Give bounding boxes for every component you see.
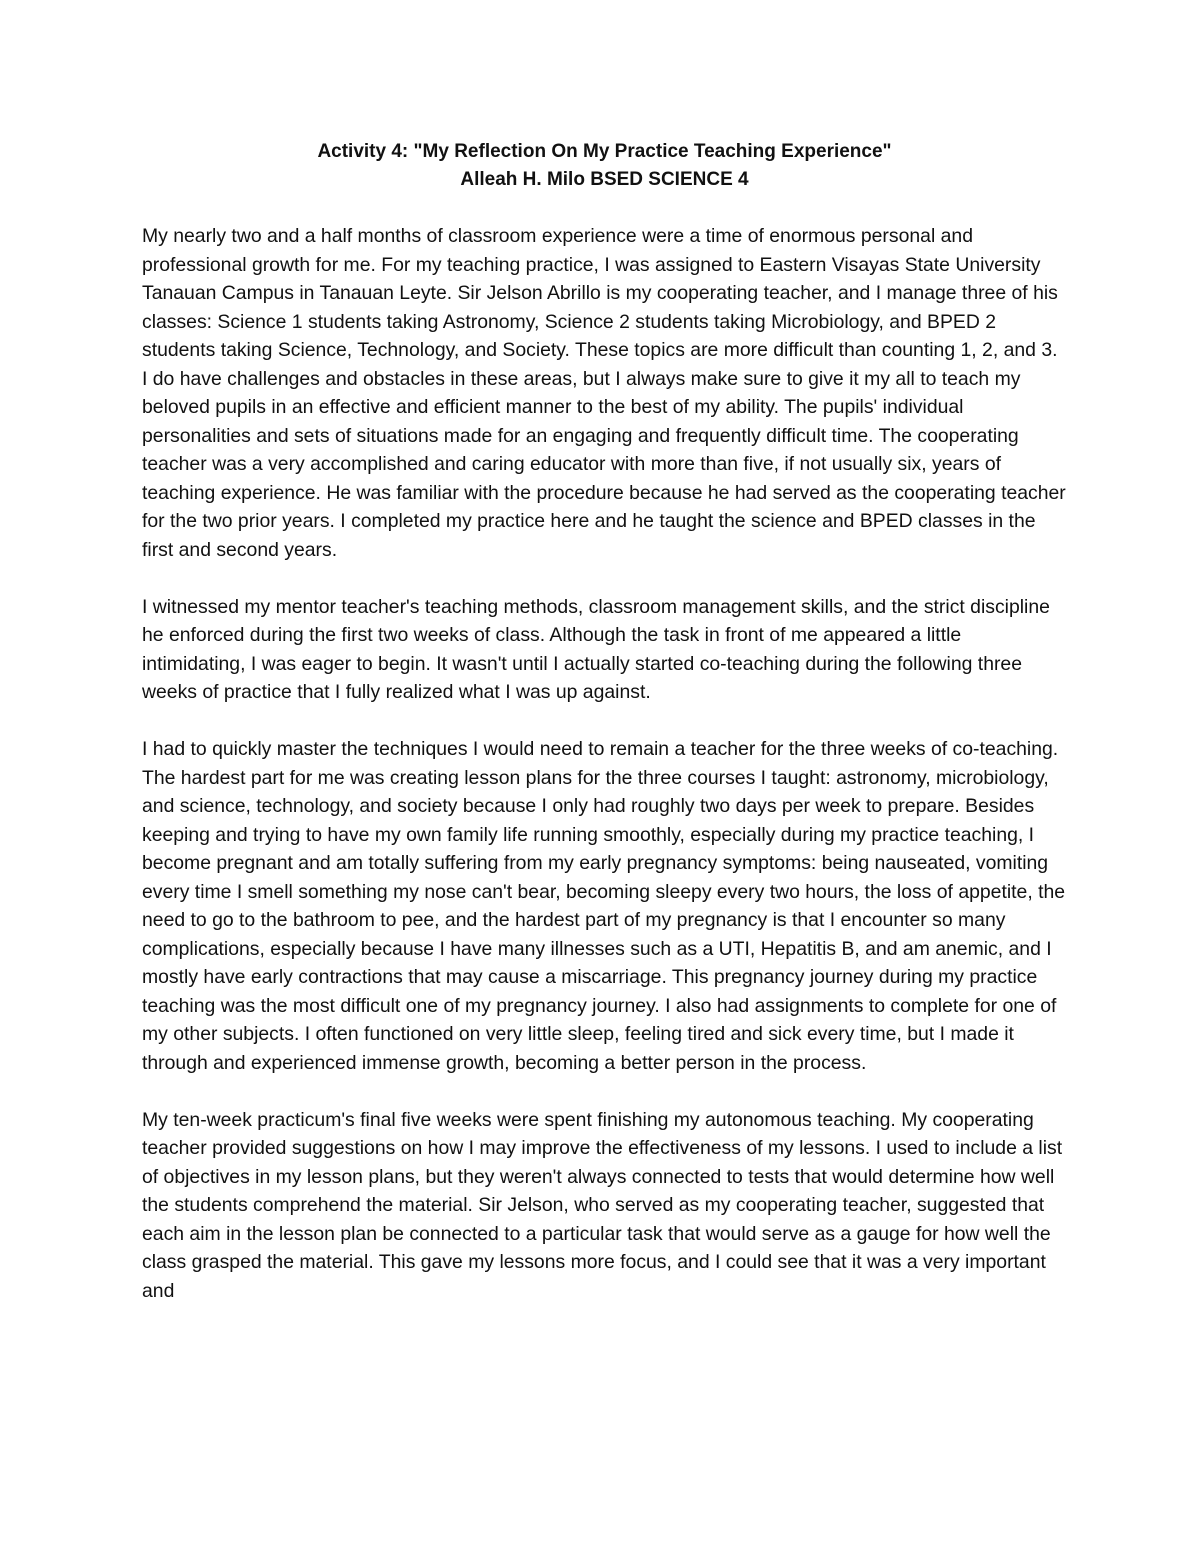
paragraph-4: My ten-week practicum's final five weeks were spent finishing my autonomous teaching. My cooperating teacher provided suggestions on how I may improve the effectiveness of my lessons. I used to include a list of objectives in my lesson plans, but they weren't always connected to tests that would determine how well the students comprehend the material. Sir Jelson, who served as my cooperating teacher, suggested that each aim in the lesson plan be connected to a particular task that would serve as a gauge for how well the class grasped the material. This gave my lessons more focus, and I could see that it was a very important and: [142, 1108, 1063, 1302]
paragraph-3: I had to quickly master the techniques I would need to remain a teacher for the three weeks of co-teaching. The hardest part for me was creating lesson plans for the three courses I taught: astronomy, microbiology, and science, technology, and society because I only had roughly two days per week to prepare. Besides keeping and trying to have my own family life running smoothly, especially during my practice teaching, I become pregnant and am totally suffering from my early pregnancy symptoms: being nauseated, vomiting every time I smell something my nose can't bear, becoming sleepy every two hours, the loss of appetite, the need to go to the bathroom to pee, and the hardest part of my pregnancy is that I encounter so many complications, especially because I have many illnesses such as a UTI, Hepatitis B, and am anemic, and I mostly have early contractions that may cause a miscarriage. This pregnancy journey during my practice teaching was the most difficult one of my pregnancy journey. I also had assignments to complete for one of my other subjects. I often functioned on very little sleep, feeling tired and sick every time, but I made it through and experienced immense growth, becoming a better person in the process.: [142, 738, 1066, 1074]
document-page: [142, 138, 1067, 1334]
title-block: [142, 138, 1067, 194]
paragraph-2: I witnessed my mentor teacher's teaching methods, classroom management skills, and the strict discipline he enforced during the first two weeks of class. Although the task in front of me appeared a little intimidating, I was eager to begin. It wasn't until I actually started co-teaching during the following three weeks of practice that I fully realized what I was up against.: [142, 595, 1050, 703]
document-title: Activity 4: "My Reflection On My Practice Teaching Experience": [317, 141, 892, 162]
paragraph-1: My nearly two and a half months of classroom experience were a time of enormous personal and professional growth for me. For my teaching practice, I was assigned to Eastern Visayas State University Tanauan Campus in Tanauan Leyte. Sir Jelson Abrillo is my cooperating teacher, and I manage three of his classes: Science 1 students taking Astronomy, Science 2 students taking Microbiology, and BPED 2 students taking Science, Technology, and Society. These topics are more difficult than counting 1, 2, and 3. I do have challenges and obstacles in these areas, but I always make sure to give it my all to teach my beloved pupils in an effective and efficient manner to the best of my ability. The pupils' individual personalities and sets of situations made for an engaging and frequently difficult time. The cooperating teacher was a very accomplished and caring educator with more than five, if not usually six, years of teaching experience. He was familiar with the procedure because he had served as the cooperating teacher for the two prior years. I completed my practice here and he taught the science and BPED classes in the first and second years.: [142, 225, 1066, 561]
author-line: Alleah H. Milo BSED SCIENCE 4: [460, 169, 749, 190]
